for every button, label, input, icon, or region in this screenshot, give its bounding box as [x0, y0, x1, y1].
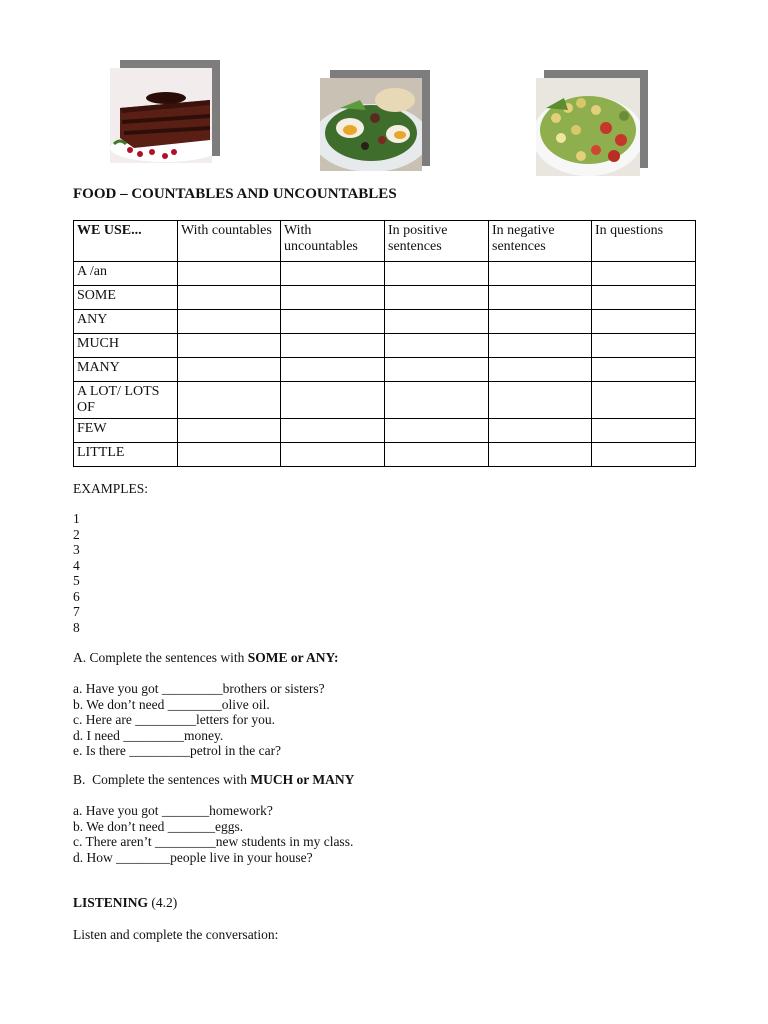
- list-item: a. Have you got _________brothers or sisters?: [73, 681, 325, 696]
- table-row: [74, 419, 696, 443]
- listening-instruction: Listen and complete the conversation:: [73, 927, 279, 942]
- blank-cell[interactable]: [385, 286, 489, 310]
- usage-table: [73, 220, 696, 467]
- blank-cell[interactable]: [489, 443, 592, 467]
- blank-cell[interactable]: [385, 334, 489, 358]
- row-label: FEW: [74, 419, 178, 443]
- blank-cell[interactable]: [489, 262, 592, 286]
- row-label: ANY: [74, 310, 178, 334]
- list-item: b. We don’t need ________olive oil.: [73, 696, 270, 712]
- blank-cell[interactable]: [385, 358, 489, 382]
- row-label: MANY: [74, 358, 178, 382]
- table-row: [74, 262, 696, 286]
- example-number: 5: [73, 573, 80, 588]
- section-a-emphasis: SOME or ANY:: [247, 650, 339, 665]
- blank-cell[interactable]: [592, 382, 696, 419]
- header-with-uncountables: With uncountables: [281, 221, 385, 262]
- blank-cell[interactable]: [489, 358, 592, 382]
- list-item: d. How ________people live in your house?: [73, 849, 313, 865]
- blank-cell[interactable]: [592, 286, 696, 310]
- header-negative-sentences: In negative sentences: [489, 221, 592, 262]
- blank-cell[interactable]: [489, 286, 592, 310]
- blank-cell[interactable]: [385, 262, 489, 286]
- section-b-instruction: [73, 772, 354, 788]
- row-label: A LOT/ LOTS OF: [74, 382, 178, 419]
- listening-heading: [73, 895, 177, 911]
- list-item: e. Is there _________petrol in the car?: [73, 743, 282, 758]
- example-number: 3: [73, 542, 80, 557]
- row-label: LITTLE: [74, 443, 178, 467]
- example-number: 7: [73, 604, 80, 619]
- section-a-instruction: [73, 650, 338, 666]
- example-number-list: [73, 511, 80, 635]
- blank-cell[interactable]: [489, 310, 592, 334]
- table-row: [74, 443, 696, 467]
- example-number: 1: [73, 511, 80, 526]
- blank-cell[interactable]: [281, 286, 385, 310]
- example-number: 8: [73, 619, 80, 635]
- blank-cell[interactable]: [592, 262, 696, 286]
- example-number: 2: [73, 526, 80, 542]
- listening-ref: (4.2): [148, 895, 178, 910]
- listening-title: LISTENING: [73, 895, 149, 910]
- blank-cell[interactable]: [489, 382, 592, 419]
- example-number: 4: [73, 557, 80, 573]
- blank-cell[interactable]: [281, 262, 385, 286]
- list-item: c. Here are _________letters for you.: [73, 712, 276, 727]
- blank-cell[interactable]: [592, 419, 696, 443]
- table-row: [74, 382, 696, 419]
- blank-cell[interactable]: [178, 443, 281, 467]
- chocolate-cake-photo: [110, 68, 212, 163]
- blank-cell[interactable]: [281, 382, 385, 419]
- list-item: b. We don’t need _______eggs.: [73, 818, 244, 834]
- table-row: [74, 286, 696, 310]
- section-b-list: [73, 803, 353, 865]
- blank-cell[interactable]: [592, 334, 696, 358]
- header-with-countables: With countables: [178, 221, 281, 262]
- section-a-intro: A. Complete the sentences with: [73, 650, 248, 665]
- section-a-list: [73, 681, 325, 759]
- header-questions: In questions: [592, 221, 696, 262]
- blank-cell[interactable]: [385, 443, 489, 467]
- salad-with-egg-photo: [320, 78, 422, 171]
- row-label: MUCH: [74, 334, 178, 358]
- example-number: 6: [73, 588, 80, 604]
- list-item: a. Have you got _______homework?: [73, 803, 273, 818]
- mixed-salad-photo: [536, 78, 640, 176]
- row-label: SOME: [74, 286, 178, 310]
- blank-cell[interactable]: [281, 358, 385, 382]
- blank-cell[interactable]: [281, 443, 385, 467]
- section-b-emphasis: MUCH or MANY: [250, 772, 355, 787]
- table-row: [74, 358, 696, 382]
- examples-label: EXAMPLES:: [73, 481, 149, 496]
- blank-cell[interactable]: [489, 419, 592, 443]
- blank-cell[interactable]: [178, 310, 281, 334]
- blank-cell[interactable]: [281, 334, 385, 358]
- blank-cell[interactable]: [592, 310, 696, 334]
- table-row: [74, 310, 696, 334]
- section-b-intro: B. Complete the sentences with: [73, 772, 251, 787]
- blank-cell[interactable]: [385, 382, 489, 419]
- blank-cell[interactable]: [281, 310, 385, 334]
- blank-cell[interactable]: [178, 262, 281, 286]
- blank-cell[interactable]: [178, 382, 281, 419]
- worksheet-title: FOOD – COUNTABLES AND UNCOUNTABLES: [73, 186, 397, 202]
- blank-cell[interactable]: [178, 419, 281, 443]
- blank-cell[interactable]: [281, 419, 385, 443]
- row-label: A /an: [74, 262, 178, 286]
- table-row: [74, 334, 696, 358]
- list-item: c. There aren’t _________new students in my class.: [73, 834, 354, 849]
- blank-cell[interactable]: [178, 334, 281, 358]
- blank-cell[interactable]: [385, 419, 489, 443]
- blank-cell[interactable]: [592, 358, 696, 382]
- table-header-row: [74, 221, 696, 262]
- blank-cell[interactable]: [385, 310, 489, 334]
- list-item: d. I need _________money.: [73, 727, 224, 743]
- header-positive-sentences: In positive sentences: [385, 221, 489, 262]
- blank-cell[interactable]: [592, 443, 696, 467]
- blank-cell[interactable]: [178, 358, 281, 382]
- blank-cell[interactable]: [489, 334, 592, 358]
- header-we-use: WE USE...: [74, 221, 178, 262]
- blank-cell[interactable]: [178, 286, 281, 310]
